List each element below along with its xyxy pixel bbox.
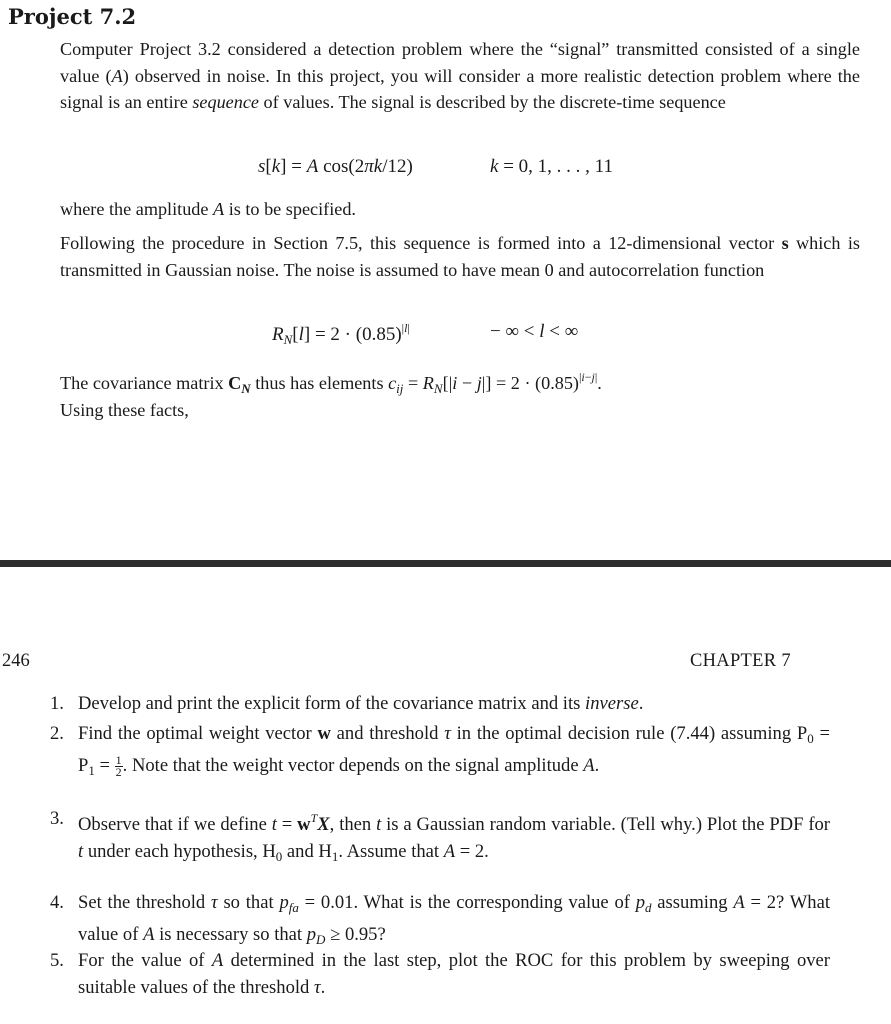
- autocorrelation-equation: $R_N[l] = 2 \cdot (0.85)^{|l|}$: [272, 321, 410, 347]
- amplitude-note: where the amplitude A is to be specified.: [60, 199, 356, 219]
- task-number: 1.: [50, 693, 64, 714]
- task-number: 5.: [50, 950, 64, 971]
- sequence-emphasis: sequence: [192, 92, 259, 112]
- signal-equation-range: k = 0, 1, . . . , 11: [490, 156, 613, 177]
- covariance-paragraph: The covariance matrix $C_N$ thus has elements $c_{ij} = R_N[|i - j|] = 2 \cdot (0.85)^{|i-j|}$.: [60, 370, 602, 396]
- task-item-2: 2. Find the optimal weight vector w and threshold τ in the optimal decision rule (7.44) assuming $P_0 = P_1$ = $\frac{1}{2}$ . Note that the weight vector depends on the signal amplitude A.: [50, 720, 830, 784]
- task-item-4: 4. Set the threshold τ so that $p_{fa} = 0.01$. What is the corresponding value of $p_d$ assuming A = 2? What value of A is necessary so that $p_D \ge 0.95$?: [50, 889, 830, 953]
- task-item-1: 1. Develop and print the explicit form of the covariance matrix and its inverse.: [50, 690, 830, 717]
- using-facts: Using these facts,: [60, 400, 189, 420]
- task-number: 3.: [50, 808, 64, 829]
- autocorrelation-range: − ∞ < l < ∞: [490, 321, 579, 342]
- page-number: 246: [2, 651, 30, 671]
- signal-equation: s[k] = A cos(2πk/12): [258, 156, 413, 177]
- procedure-paragraph: Following the procedure in Section 7.5, this sequence is formed into a 12-dimensional vector s which is transmitted in Gaussian noise. The noise is assumed to have mean 0 and autocorrelation function: [60, 233, 860, 280]
- task-number: 4.: [50, 892, 64, 913]
- task-item-3: 3. Observe that if we define $t = w^TX$, then t is a Gaussian random variable. (Tell why.) Plot the PDF for t under each hypothesis, $H_0$ and $H_1$. Assume that A = 2.: [50, 805, 830, 870]
- project-title: Project 7.2: [8, 4, 137, 29]
- intro-paragraph: Computer Project 3.2 considered a detection problem where the “signal” transmitted consisted of a single value (A) observed in noise. In this project, you will consider a more realistic detection problem where the signal is an entire sequence of values. The signal is described by the discrete-time sequence: [60, 39, 860, 112]
- page-divider: [0, 560, 891, 567]
- chapter-header: CHAPTER 7: [690, 651, 791, 671]
- task-number: 2.: [50, 723, 64, 744]
- task-item-5: 5. For the value of A determined in the last step, plot the ROC for this problem by sweeping over suitable values of the threshold τ.: [50, 947, 830, 1001]
